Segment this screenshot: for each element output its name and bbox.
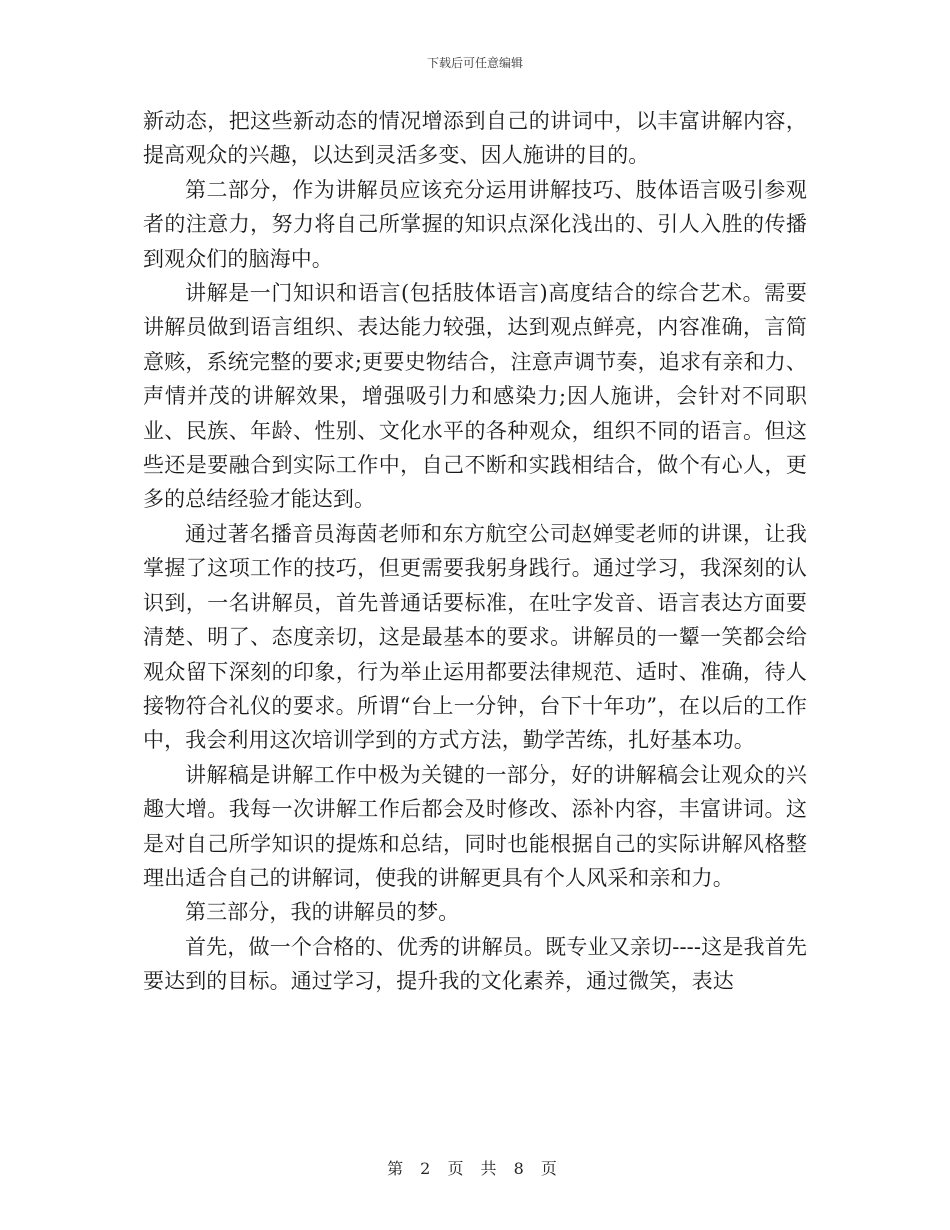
paragraph-1: 新动态，把这些新动态的情况增添到自己的讲词中，以丰富讲解内容，提高观众的兴趣，以达到灵活多变、因人施讲的目的。 <box>143 109 807 168</box>
page-header: 下载后可任意编辑 <box>426 56 523 70</box>
paragraph-2: 第二部分，作为讲解员应该充分运用讲解技巧、肢体语言吸引参观者的注意力，努力将自己所掌握的知识点深化浅出的、引人入胜的传播到观众们的脑海中。 <box>143 177 807 271</box>
paragraph-6: 第三部分，我的讲解员的梦。 <box>185 900 460 925</box>
paragraph-3: 讲解是一门知识和语言(包括肢体语言)高度结合的综合艺术。需要讲解员做到语言组织、表达能力较强，达到观点鲜亮，内容准确，言简意赅，系统完整的要求;更要史物结合，注意声调节奏，追求有亲和力、声情并茂的讲解效果，增强吸引力和感染力;因人施讲，会针对不同职业、民族、年龄、性别、文化水平的各种观众，组织不同的语言。但这些还是要融合到实际工作中，自己不断和实践相结合，做个有心人，更多的总结经验才能达到。 <box>143 281 807 512</box>
paragraph-7: 首先，做一个合格的、优秀的讲解员。既专业又亲切----这是我首先要达到的目标。通过学习，提升我的文化素养，通过微笑，表达 <box>143 934 807 994</box>
paragraph-5: 讲解稿是讲解工作中极为关键的一部分，好的讲解稿会让观众的兴趣大增。我每一次讲解工作后都会及时修改、添补内容，丰富讲词。这是对自己所学知识的提炼和总结，同时也能根据自己的实际讲解风格整理出适合自己的讲解词，使我的讲解更具有个人风采和亲和力。 <box>143 762 807 890</box>
page-number-footer: 第 2 页 共 8 页 <box>387 1159 563 1178</box>
document-body <box>143 104 807 999</box>
paragraph-4: 通过著名播音员海茵老师和东方航空公司赵婵雯老师的讲课，让我掌握了这项工作的技巧，但更需要我躬身践行。通过学习，我深刻的认识到，一名讲解员，首先普通话要标准，在吐字发音、语言表达方面要清楚、明了、态度亲切，这是最基本的要求。讲解员的一颦一笑都会给观众留下深刻的印象，行为举止运用都要法律规范、适时、准确，待人接物符合礼仪的要求。所谓“台上一分钟，台下十年功”，在以后的工作中，我会利用这次培训学到的方式方法，勤学苦练，扎好基本功。 <box>143 521 807 753</box>
